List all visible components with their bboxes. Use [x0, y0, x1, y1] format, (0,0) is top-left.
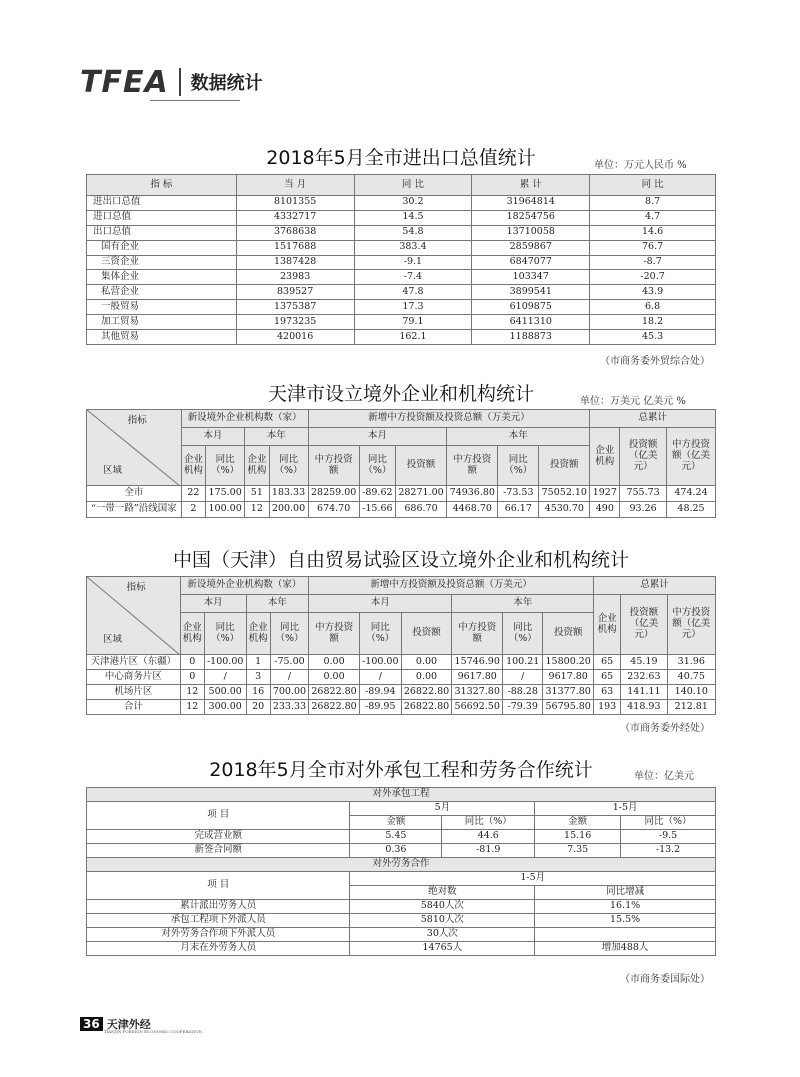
t1-cell-indicator: 其他贸易: [87, 330, 237, 345]
t3-cell-value: 418.93: [621, 700, 667, 715]
t3-cell-value: 20: [246, 700, 270, 715]
t3-h-cn-invest: 中方投资额: [309, 613, 360, 655]
t1-header-row: [87, 175, 716, 196]
t1-cell-month: 1517688: [236, 240, 354, 255]
publication-name: 天津外经: [106, 1018, 151, 1031]
t3-cell-value: 0.00: [309, 670, 360, 685]
t1-cell-yoy-cum: -8.7: [590, 255, 716, 270]
t3-cell-region: 中心商务片区: [87, 670, 181, 685]
t4-h-amount: 金额: [350, 816, 442, 830]
t2-h-total-invest: 投资额（亿美元）: [620, 428, 667, 486]
t2-h-yoy: 同比（%）: [269, 446, 308, 486]
t3-cell-value: 300.00: [204, 700, 246, 715]
t3-h-yoy: 同比（%）: [359, 613, 401, 655]
t4-cell: 7.35: [535, 844, 621, 858]
t1-h-yoy: 同 比: [354, 175, 472, 196]
t3-cell-value: 26822.80: [309, 700, 360, 715]
t3-cell-value: 31.96: [667, 655, 715, 670]
t3-cell-value: 0: [180, 655, 204, 670]
page-header: [80, 62, 263, 102]
t4-h-item2: 项 目: [87, 872, 350, 900]
t3-cell-value: 15800.20: [543, 655, 594, 670]
table-row: [87, 844, 716, 858]
t2-h-year-a: 本年: [245, 428, 308, 446]
table-row: [87, 240, 716, 255]
t4-cell-item: 承包工程项下外派人员: [87, 914, 350, 928]
t3-cell-value: 0.00: [401, 670, 452, 685]
t1-cell-yoy-cum: 76.7: [590, 240, 716, 255]
t1-cell-indicator: 进出口总值: [87, 196, 237, 211]
t4-cell: -81.9: [442, 844, 535, 858]
t2-cell-value: 12: [245, 502, 269, 518]
t3-h-new: 新设境外企业机构数（家）: [180, 577, 309, 595]
t4-cell: -9.5: [621, 830, 716, 844]
t1-cell-yoy: -9.1: [354, 255, 472, 270]
t1-cell-cumulative: 18254756: [472, 210, 590, 225]
t3-cell-value: 9617.80: [543, 670, 594, 685]
t1-cell-cumulative: 103347: [472, 270, 590, 285]
table-row: [87, 655, 716, 670]
t2-h-month-b: 本月: [308, 428, 447, 446]
t4-cell-absolute: 5810人次: [350, 914, 535, 928]
table-row: [87, 255, 716, 270]
t2-h-count: 企业机构: [181, 446, 205, 486]
t1-unit: 单位：万元人民币 %: [594, 160, 687, 171]
t2-cell-value: -89.62: [359, 486, 395, 502]
t1-cell-month: 23983: [236, 270, 354, 285]
table-row: [87, 900, 716, 914]
t4-h-change: 同比增减: [535, 886, 716, 900]
t4-cell-change: 增加488人: [535, 942, 716, 956]
t2-cell-value: 22: [181, 486, 205, 502]
t4-unit: 单位：亿美元: [634, 771, 694, 782]
t1-cell-indicator: 私营企业: [87, 285, 237, 300]
t2-cell-value: 28271.00: [395, 486, 446, 502]
publication-name-en: TIANJIN FOREIGN ECONOMIC COOPERATION: [104, 1029, 203, 1034]
t2-cell-value: 183.33: [269, 486, 308, 502]
t1-cell-cumulative: 31964814: [472, 196, 590, 211]
t3-h-total-cn: 中方投资额（亿美元）: [667, 595, 715, 655]
t4-cell: 15.16: [535, 830, 621, 844]
t2-h-invest-amt: 投资额: [395, 446, 446, 486]
table-row: [87, 196, 716, 211]
t1-cell-yoy: 162.1: [354, 330, 472, 345]
header-underline: [150, 100, 240, 101]
t4-table: [86, 787, 716, 956]
t4-cell-item: 月末在外劳务人员: [87, 942, 350, 956]
t2-cell-value: 51: [245, 486, 269, 502]
table-row: [87, 285, 716, 300]
t1-cell-indicator: 国有企业: [87, 240, 237, 255]
t2-cell-value: 674.70: [308, 502, 359, 518]
t4-cell-absolute: 14765人: [350, 942, 535, 956]
table-row: [87, 300, 716, 315]
t3-cell-region: 机场片区: [87, 685, 181, 700]
t4-cell-absolute: 5840人次: [350, 900, 535, 914]
t3-cell-value: 232.63: [621, 670, 667, 685]
t1-cell-indicator: 三资企业: [87, 255, 237, 270]
t1-cell-cumulative: 1188873: [472, 330, 590, 345]
t4-cell-absolute: 30人次: [350, 928, 535, 942]
t1-cell-cumulative: 3899541: [472, 285, 590, 300]
t4-cell: -13.2: [621, 844, 716, 858]
t1-cell-yoy-cum: 6.8: [590, 300, 716, 315]
t3-cell-value: 16: [246, 685, 270, 700]
t1-note: （市商务委外贸综合处）: [600, 356, 710, 367]
table-row: [87, 914, 716, 928]
t4-note: （市商务委国际处）: [620, 974, 710, 985]
t2-h-cn-invest: 中方投资额: [447, 446, 498, 486]
t3-h-year-a: 本年: [246, 595, 309, 613]
t2-cell-value: 66.17: [498, 502, 539, 518]
t3-cell-value: 40.75: [667, 670, 715, 685]
t2-cell-value: 490: [590, 502, 620, 518]
t2-cell-value: 28259.00: [308, 486, 359, 502]
t3-cell-value: 140.10: [667, 685, 715, 700]
t1-cell-yoy: 17.3: [354, 300, 472, 315]
table-row: [87, 700, 716, 715]
t1-cell-indicator: 进口总值: [87, 210, 237, 225]
t3-cell-value: /: [359, 670, 401, 685]
table-row: [87, 670, 716, 685]
t4-cell-change: 15.5%: [535, 914, 716, 928]
t3-cell-value: -89.95: [359, 700, 401, 715]
t1-cell-yoy-cum: 43.9: [590, 285, 716, 300]
t3-cell-value: 56692.50: [452, 700, 503, 715]
t1-cell-month: 3768638: [236, 225, 354, 240]
t1-cell-month: 420016: [236, 330, 354, 345]
t1-cell-yoy: 54.8: [354, 225, 472, 240]
t2-cell-value: 75052.10: [539, 486, 590, 502]
t1-cell-yoy: 383.4: [354, 240, 472, 255]
t1-cell-yoy-cum: -20.7: [590, 270, 716, 285]
t1-cell-cumulative: 6411310: [472, 315, 590, 330]
t3-cell-value: 100.21: [503, 655, 543, 670]
table-row: [87, 928, 716, 942]
t3-title: 中国（天津）自由贸易试验区设立境外企业和机构统计: [172, 549, 629, 571]
t2-h-count: 企业机构: [245, 446, 269, 486]
table-row: [87, 225, 716, 240]
t2-cell-region: 全市: [87, 486, 182, 502]
t4-h-item: 项 目: [87, 802, 350, 830]
t2-h-total: 总累计: [590, 410, 716, 428]
t3-table: [86, 576, 716, 715]
t3-h-invest: 新增中方投资额及投资总额（万美元）: [309, 577, 594, 595]
t2-h-invest: 新增中方投资额及投资总额（万美元）: [308, 410, 590, 428]
header-divider: [179, 68, 181, 96]
t3-cell-value: 26822.80: [309, 685, 360, 700]
t3-cell-value: 193: [594, 700, 621, 715]
t2-h-yoy: 同比（%）: [359, 446, 395, 486]
t3-cell-value: -100.00: [359, 655, 401, 670]
t1-cell-cumulative: 13710058: [472, 225, 590, 240]
t4-cell-change: 16.1%: [535, 900, 716, 914]
t2-h-indicator: 指标: [127, 415, 147, 426]
t3-h-month-b: 本月: [309, 595, 452, 613]
t2-diag-header: [87, 410, 182, 486]
page-number: 36: [80, 1017, 103, 1031]
t4-cell: 5.45: [350, 830, 442, 844]
t3-h-yoy: 同比（%）: [503, 613, 543, 655]
t2-table: [86, 409, 716, 518]
t2-h-invest-amt: 投资额: [539, 446, 590, 486]
t3-cell-value: 233.33: [270, 700, 309, 715]
t3-cell-value: 0: [180, 670, 204, 685]
t1-h-cumulative: 累 计: [472, 175, 590, 196]
t2-cell-value: 200.00: [269, 502, 308, 518]
t1-cell-yoy-cum: 8.7: [590, 196, 716, 211]
t4-cell: 0.36: [350, 844, 442, 858]
t2-cell-value: 100.00: [206, 502, 245, 518]
t3-cell-value: 700.00: [270, 685, 309, 700]
t3-h-month-a: 本月: [180, 595, 246, 613]
t3-h-cn-invest: 中方投资额: [452, 613, 503, 655]
t3-cell-value: 0.00: [401, 655, 452, 670]
t3-cell-value: 12: [180, 685, 204, 700]
t3-cell-value: 26822.80: [401, 685, 452, 700]
t2-h-region: 区域: [103, 465, 123, 477]
t4-h-may: 5月: [350, 802, 535, 816]
t2-h-total-cn: 中方投资额（亿美元）: [667, 428, 716, 486]
t2-h-yoy: 同比（%）: [206, 446, 245, 486]
table-row: [87, 210, 716, 225]
table-row: [87, 685, 716, 700]
t4-cell: 新签合同额: [87, 844, 350, 858]
t2-cell-value: 755.73: [620, 486, 667, 502]
t4-cell-item: 对外劳务合作项下外派人员: [87, 928, 350, 942]
t4-h-yoy: 同比（%）: [621, 816, 716, 830]
t3-cell-value: /: [503, 670, 543, 685]
t1-cell-yoy: 79.1: [354, 315, 472, 330]
tfea-logo: TFEA: [80, 64, 169, 100]
t3-h-count: 企业机构: [180, 613, 204, 655]
t2-cell-value: 4530.70: [539, 502, 590, 518]
t3-h-yoy: 同比（%）: [204, 613, 246, 655]
table-row: [87, 502, 716, 518]
t1-cell-cumulative: 6847077: [472, 255, 590, 270]
t3-cell-value: /: [270, 670, 309, 685]
t1-cell-cumulative: 6109875: [472, 300, 590, 315]
t1-cell-yoy: 14.5: [354, 210, 472, 225]
t4-cell: 完成营业额: [87, 830, 350, 844]
t4-h-absolute: 绝对数: [350, 886, 535, 900]
table-row: [87, 315, 716, 330]
t3-cell-value: 63: [594, 685, 621, 700]
table-row: [87, 942, 716, 956]
table-row: [87, 830, 716, 844]
t2-h-new: 新设境外企业机构数（家）: [181, 410, 308, 428]
t3-cell-value: 3: [246, 670, 270, 685]
t3-cell-value: 31377.80: [543, 685, 594, 700]
t3-cell-value: -89.94: [359, 685, 401, 700]
table-row: [87, 270, 716, 285]
t3-cell-value: 0.00: [309, 655, 360, 670]
t3-cell-value: 65: [594, 670, 621, 685]
t2-h-cn-invest: 中方投资额: [308, 446, 359, 486]
t4-h-janmay: 1-5月: [535, 802, 716, 816]
t3-cell-value: -88.28: [503, 685, 543, 700]
t1-cell-indicator: 出口总值: [87, 225, 237, 240]
t4-h-yoy: 同比（%）: [442, 816, 535, 830]
t3-h-total: 总累计: [594, 577, 716, 595]
t3-cell-value: 45.19: [621, 655, 667, 670]
t3-h-region: 区域: [103, 634, 123, 646]
t3-cell-value: -100.00: [204, 655, 246, 670]
t3-h-indicator: 指标: [126, 582, 146, 593]
t1-cell-indicator: 集体企业: [87, 270, 237, 285]
t2-cell-value: 48.25: [667, 502, 716, 518]
t3-h-year-b: 本年: [452, 595, 594, 613]
t2-cell-value: 74936.80: [447, 486, 498, 502]
t3-cell-value: 26822.80: [401, 700, 452, 715]
t2-cell-value: 93.26: [620, 502, 667, 518]
t1-h-yoy-cum: 同 比: [590, 175, 716, 196]
t3-cell-value: 1: [246, 655, 270, 670]
t3-cell-value: 212.81: [667, 700, 715, 715]
t2-h-month-a: 本月: [181, 428, 244, 446]
t3-cell-value: 9617.80: [452, 670, 503, 685]
t3-cell-region: 合计: [87, 700, 181, 715]
t3-diag-header: [87, 577, 181, 655]
t1-cell-month: 839527: [236, 285, 354, 300]
t3-h-invest-amt: 投资额: [543, 613, 594, 655]
t4-cell-change: [535, 928, 716, 942]
t4-h-janmay2: 1-5月: [350, 872, 716, 886]
t1-cell-yoy: -7.4: [354, 270, 472, 285]
t1-cell-yoy-cum: 18.2: [590, 315, 716, 330]
t3-cell-value: 56795.80: [543, 700, 594, 715]
t2-cell-region: “一带一路”沿线国家: [87, 502, 182, 518]
t3-cell-value: 65: [594, 655, 621, 670]
t3-h-yoy: 同比（%）: [270, 613, 309, 655]
t3-cell-value: 15746.90: [452, 655, 503, 670]
t1-cell-indicator: 一般贸易: [87, 300, 237, 315]
t2-cell-value: 686.70: [395, 502, 446, 518]
t1-h-indicator: 指 标: [87, 175, 237, 196]
t2-cell-value: 474.24: [667, 486, 716, 502]
t4-sec1: 对外承包工程: [87, 788, 716, 802]
t1-cell-month: 4332717: [236, 210, 354, 225]
t4-cell: 44.6: [442, 830, 535, 844]
t1-cell-month: 1375387: [236, 300, 354, 315]
t3-h-count: 企业机构: [246, 613, 270, 655]
t3-cell-value: /: [204, 670, 246, 685]
t3-cell-value: 12: [180, 700, 204, 715]
t1-title: 2018年5月全市进出口总值统计: [266, 147, 536, 169]
t1-cell-cumulative: 2859867: [472, 240, 590, 255]
t2-cell-value: 1927: [590, 486, 620, 502]
t2-cell-value: 4468.70: [447, 502, 498, 518]
t2-cell-value: 175.00: [206, 486, 245, 502]
t4-cell-item: 累计派出劳务人员: [87, 900, 350, 914]
t2-cell-value: 2: [181, 502, 205, 518]
t1-cell-month: 1973235: [236, 315, 354, 330]
t3-h-total-count: 企业机构: [594, 595, 621, 655]
t1-h-month: 当 月: [236, 175, 354, 196]
t2-title: 天津市设立境外企业和机构统计: [267, 383, 534, 405]
t3-note: （市商务委外经处）: [620, 723, 710, 734]
t1-cell-yoy-cum: 14.6: [590, 225, 716, 240]
t3-h-invest-amt: 投资额: [401, 613, 452, 655]
section-name: 数据统计: [190, 73, 263, 94]
t2-h-year-b: 本年: [447, 428, 590, 446]
t3-cell-value: 141.11: [621, 685, 667, 700]
t1-cell-yoy: 47.8: [354, 285, 472, 300]
t3-cell-value: 500.00: [204, 685, 246, 700]
t3-h-total-invest: 投资额（亿美元）: [621, 595, 667, 655]
t4-title: 2018年5月全市对外承包工程和劳务合作统计: [209, 759, 593, 781]
t1-cell-indicator: 加工贸易: [87, 315, 237, 330]
t1-cell-month: 8101355: [236, 196, 354, 211]
t4-sec2: 对外劳务合作: [87, 858, 716, 872]
t1-cell-yoy-cum: 45.3: [590, 330, 716, 345]
t2-cell-value: -73.53: [498, 486, 539, 502]
table-row: [87, 330, 716, 345]
t2-h-total-count: 企业机构: [590, 428, 620, 486]
t3-cell-value: -75.00: [270, 655, 309, 670]
t4-h-amount: 金额: [535, 816, 621, 830]
t3-cell-value: 31327.80: [452, 685, 503, 700]
t2-h-yoy: 同比（%）: [498, 446, 539, 486]
t2-unit: 单位：万美元 亿美元 %: [580, 396, 686, 407]
t3-cell-region: 天津港片区（东疆）: [87, 655, 181, 670]
t1-table: [86, 174, 716, 345]
table-row: [87, 486, 716, 502]
t3-cell-value: -79.39: [503, 700, 543, 715]
t1-cell-yoy-cum: 4.7: [590, 210, 716, 225]
t2-cell-value: -15.66: [359, 502, 395, 518]
t1-cell-yoy: 30.2: [354, 196, 472, 211]
t1-cell-month: 1387428: [236, 255, 354, 270]
